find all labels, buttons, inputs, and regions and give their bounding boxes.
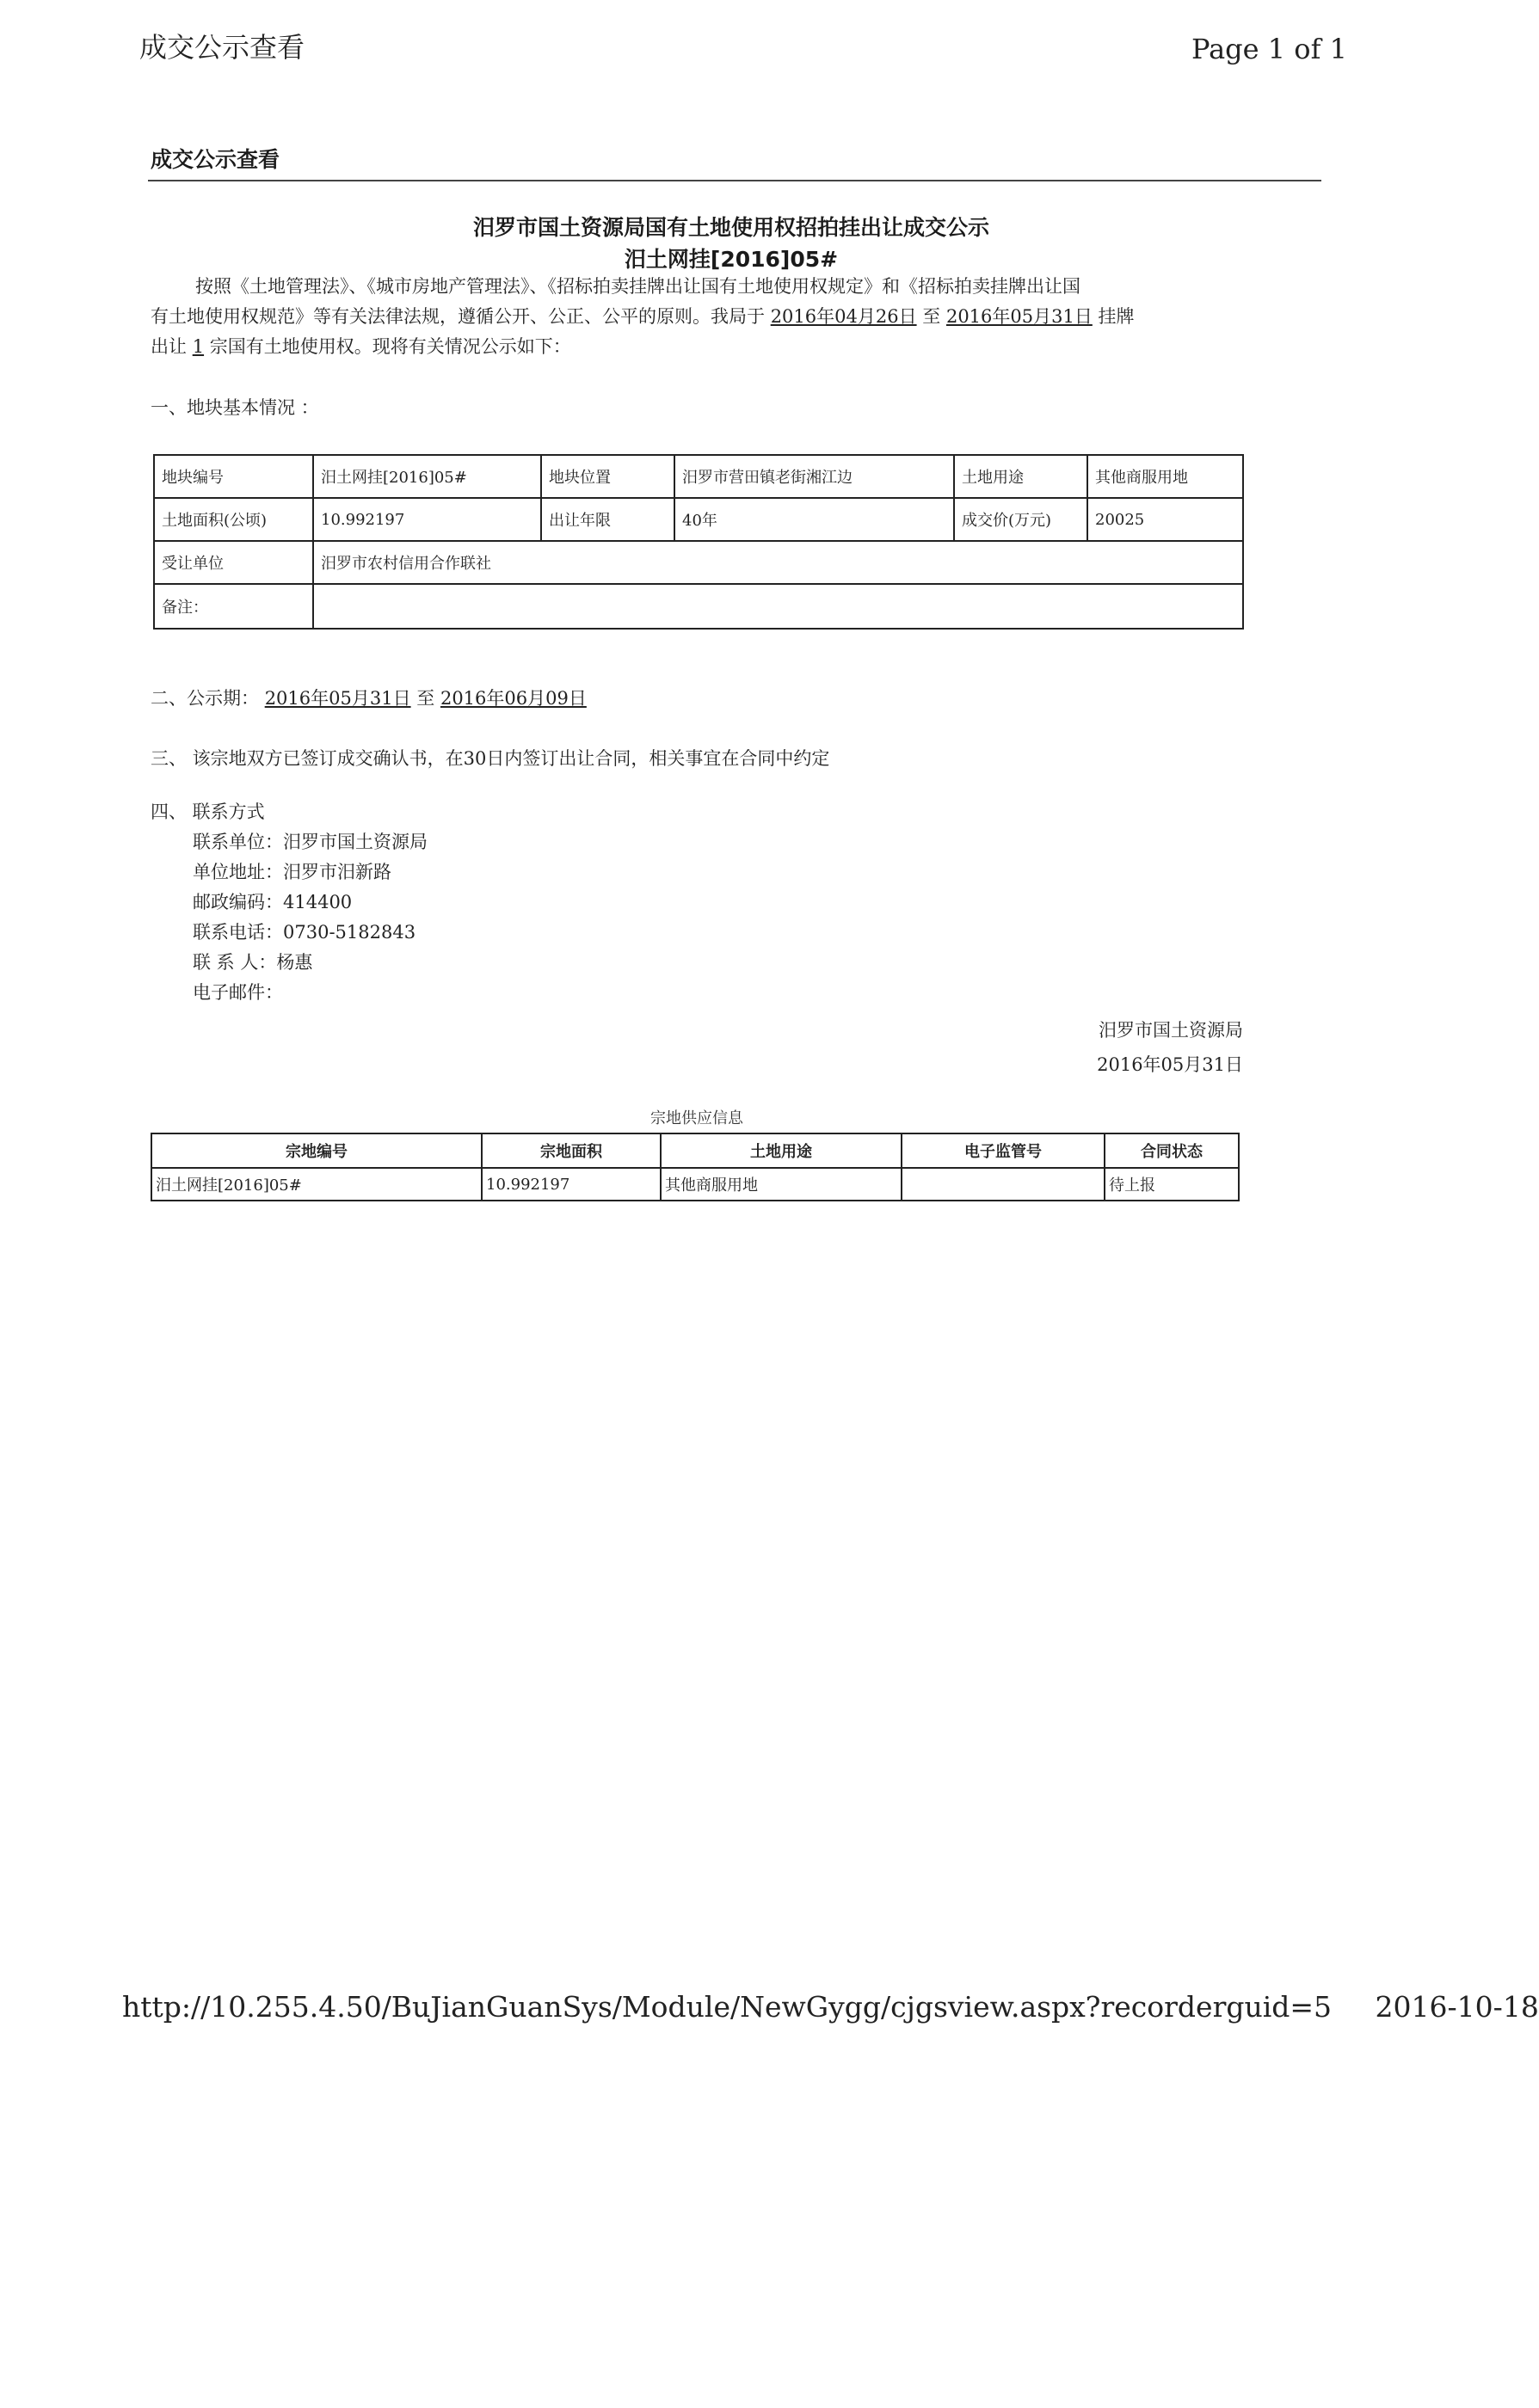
- cell-label: 受让单位: [154, 541, 313, 584]
- intro-line-1: 按照《土地管理法》、《城市房地产管理法》、《招标拍卖挂牌出让国有土地使用权规定》和《招标拍卖挂牌出让国: [195, 276, 1080, 297]
- cell-area: 10.992197: [482, 1168, 661, 1201]
- document-subtitle: 汨土网挂[2016]05#: [624, 247, 839, 272]
- contact-phone: 联系电话：0730-5182843: [193, 922, 416, 943]
- intro-line-3: [151, 332, 1260, 362]
- section-4-heading: 四、 联系方式: [151, 802, 265, 822]
- table-row: [154, 498, 1243, 541]
- land-supply-table: [151, 1133, 1240, 1201]
- to-word: 至: [416, 688, 435, 709]
- intro-line-2: [151, 302, 1260, 332]
- column-header: 宗地编号: [151, 1133, 482, 1168]
- cell-value: [313, 584, 1243, 629]
- column-header: 宗地面积: [482, 1133, 661, 1168]
- supply-table-caption: 宗地供应信息: [650, 1109, 743, 1127]
- cell-label: 成交价(万元): [954, 498, 1087, 541]
- print-header-title: 成交公示查看: [139, 31, 305, 64]
- cell-label: 土地面积(公顷): [154, 498, 313, 541]
- contact-email: 电子邮件：: [193, 982, 283, 1003]
- table-row: [154, 541, 1243, 584]
- cell-contract-status: 待上报: [1105, 1168, 1239, 1201]
- intro-line-3b: 宗国有土地使用权。现将有关情况公示如下：: [209, 336, 571, 357]
- footer-url: http://10.255.4.50/BuJianGuanSys/Module/NewGygg/cjgsview.aspx?recorderguid=5: [122, 1990, 1333, 2024]
- listing-end-date: 2016年05月31日: [945, 306, 1093, 327]
- cell-land-use: 其他商服用地: [661, 1168, 902, 1201]
- table-row: [154, 455, 1243, 498]
- print-footer: [122, 1987, 1539, 2024]
- cell-label: 土地用途: [954, 455, 1087, 498]
- cell-label: 备注：: [154, 584, 313, 629]
- heading-divider: [148, 180, 1321, 181]
- section-1-heading: 一、地块基本情况 ：: [151, 397, 319, 418]
- listing-start-date: 2016年04月26日: [770, 306, 917, 327]
- contact-org: 联系单位：汨罗市国土资源局: [193, 832, 428, 852]
- page-heading: 成交公示查看: [151, 147, 280, 172]
- cell-value: 汨罗市农村信用合作联社: [313, 541, 1243, 584]
- cell-value: 40年: [674, 498, 954, 541]
- table-row: [154, 584, 1243, 629]
- section-3: 三、 该宗地双方已签订成交确认书，在30日内签订出让合同，相关事宜在合同中约定: [151, 748, 830, 769]
- contact-person: 联 系 人：杨惠: [193, 952, 313, 973]
- contact-postcode: 邮政编码：414400: [193, 892, 353, 912]
- transfer-method: 挂牌: [1098, 306, 1135, 327]
- cell-label: 出让年限: [541, 498, 674, 541]
- intro-line-2-text: 有土地使用权规范》等有关法律法规，遵循公开、公正、公平的原则。我局于: [151, 306, 765, 327]
- footer-date: 2016-10-18: [1375, 1990, 1539, 2024]
- to-word: 至: [922, 306, 941, 327]
- notice-start-date: 2016年05月31日: [264, 688, 411, 709]
- cell-value: 汨土网挂[2016]05#: [313, 455, 541, 498]
- table-row: [151, 1168, 1239, 1201]
- table-header-row: [151, 1133, 1239, 1168]
- cell-parcel-id: 汨土网挂[2016]05#: [151, 1168, 482, 1201]
- column-header: 电子监管号: [902, 1133, 1105, 1168]
- contact-address: 单位地址：汨罗市汨新路: [193, 862, 391, 882]
- cell-value: 10.992197: [313, 498, 541, 541]
- parcel-info-table: [153, 454, 1244, 630]
- parcel-count: 1: [192, 336, 205, 357]
- cell-value: 其他商服用地: [1087, 455, 1243, 498]
- cell-supervision-no: [902, 1168, 1105, 1201]
- page-number: Page 1 of 1: [1191, 33, 1347, 65]
- signature-org: 汨罗市国土资源局: [1099, 1020, 1243, 1041]
- column-header: 合同状态: [1105, 1133, 1239, 1168]
- document-title: 汨罗市国土资源局国有土地使用权招拍挂出让成交公示: [472, 215, 989, 240]
- intro-paragraph: [151, 272, 1260, 362]
- notice-end-date: 2016年06月09日: [440, 688, 587, 709]
- cell-value: 20025: [1087, 498, 1243, 541]
- column-header: 土地用途: [661, 1133, 902, 1168]
- signature-date: 2016年05月31日: [1097, 1054, 1243, 1075]
- cell-label: 地块位置: [541, 455, 674, 498]
- cell-value: 汨罗市营田镇老街湘江边: [674, 455, 954, 498]
- section-2: [151, 685, 587, 710]
- section-2-label: 二、公示期：: [151, 688, 259, 709]
- cell-label: 地块编号: [154, 455, 313, 498]
- intro-line-3a: 出让: [151, 336, 187, 357]
